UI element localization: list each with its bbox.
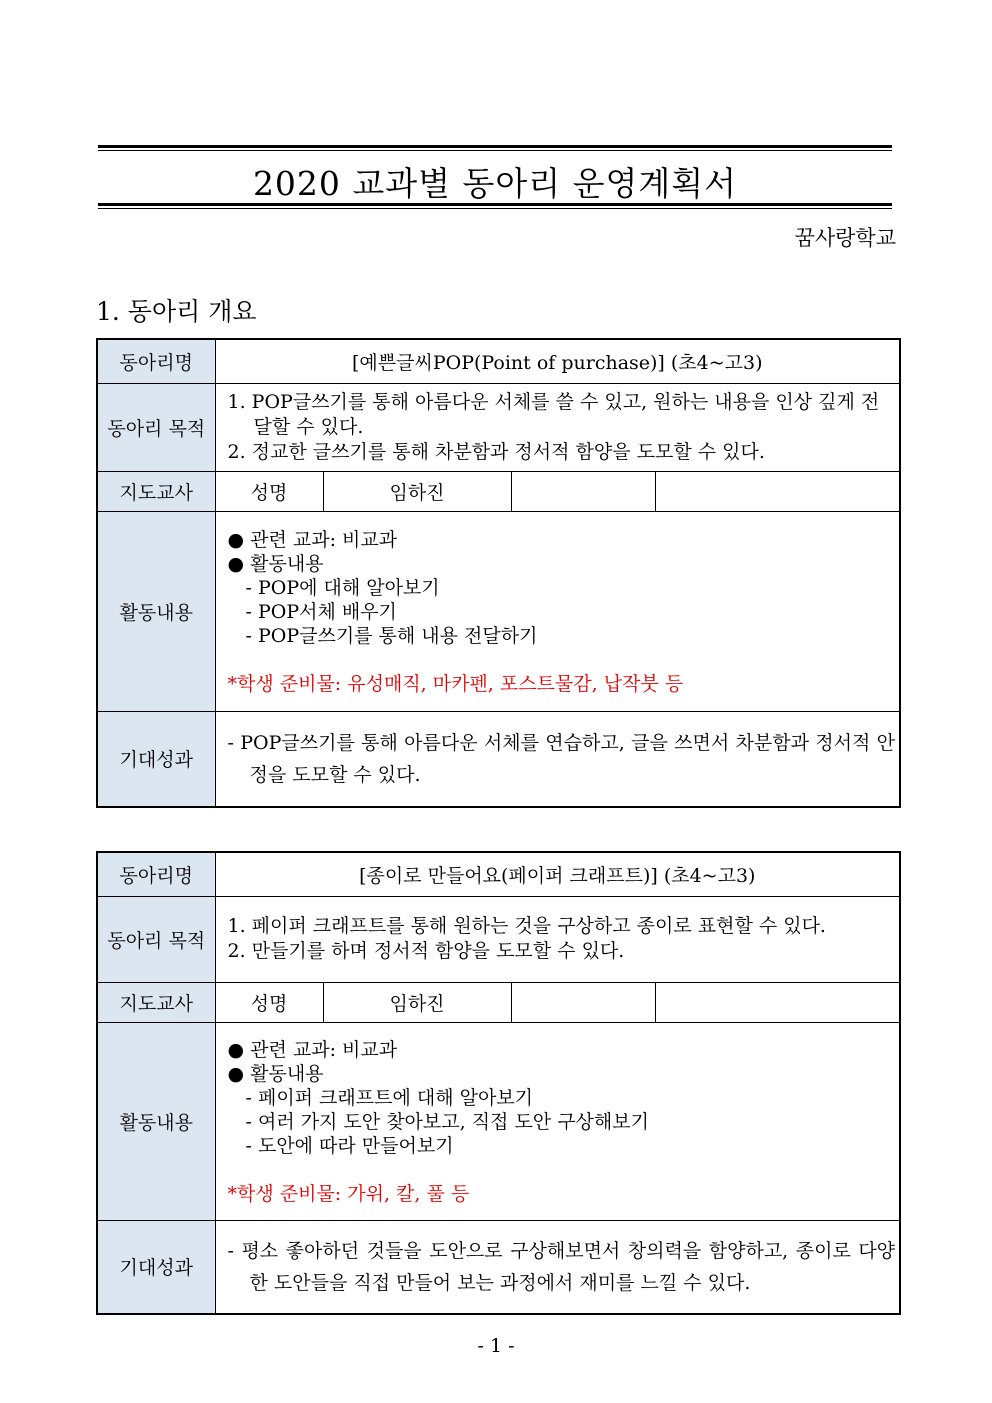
teacher-name: 임하진 [323, 471, 511, 511]
expected-label: 기대성과 [97, 1220, 215, 1314]
activities-label: 활동내용 [97, 511, 215, 711]
club-goal-cell [215, 896, 900, 982]
activity-item: - POP글쓰기를 통해 내용 전달하기 [245, 625, 538, 647]
title-block [98, 145, 892, 209]
expected-text: - POP글쓰기를 통해 아름다운 서체를 연습하고, 글을 쓰면서 차분함과 정서적 안정을 도모할 수 있다. [227, 731, 896, 786]
activity-item: - 페이퍼 크래프트에 대해 알아보기 [245, 1087, 534, 1109]
activity-item: - 도안에 따라 만들어보기 [245, 1135, 454, 1157]
related-subject: ● 관련 교과: 비교과 [227, 1039, 398, 1061]
expected-cell [215, 1220, 900, 1314]
empty-cell [655, 982, 900, 1022]
activities-cell [215, 511, 900, 711]
activity-item: - POP에 대해 알아보기 [245, 577, 440, 599]
goal-item: 1. POP글쓰기를 통해 아름다운 서체를 쓸 수 있고, 원하는 내용을 인상 깊게 전달할 수 있다. [227, 390, 880, 438]
materials-note: *학생 준비물: 유성매직, 마카펜, 포스트물감, 납작붓 등 [227, 673, 684, 695]
activities-cell [215, 1022, 900, 1220]
goal-item: 2. 만들기를 하며 정서적 함양을 도모할 수 있다. [227, 940, 625, 962]
club-table-1 [96, 338, 901, 808]
activity-heading: ● 활동내용 [227, 553, 324, 575]
club-table-2 [96, 851, 901, 1315]
goal-item: 2. 정교한 글쓰기를 통해 차분함과 정서적 함양을 도모할 수 있다. [227, 440, 765, 463]
teacher-label: 지도교사 [97, 982, 215, 1022]
goal-item: 1. 페이퍼 크래프트를 통해 원하는 것을 구상하고 종이로 표현할 수 있다. [227, 915, 826, 937]
empty-cell [655, 471, 900, 511]
teacher-name-label: 성명 [215, 982, 323, 1022]
title-rule-bottom [98, 203, 892, 209]
club-name: [종이로 만들어요(페이퍼 크래프트)] (초4~고3) [215, 852, 900, 896]
title-rule-top [98, 145, 892, 151]
club-name-label: 동아리명 [97, 339, 215, 383]
empty-cell [511, 982, 655, 1022]
related-subject: ● 관련 교과: 비교과 [227, 529, 398, 551]
expected-label: 기대성과 [97, 711, 215, 807]
school-name: 꿈사랑학교 [794, 226, 896, 250]
activities-label: 활동내용 [97, 1022, 215, 1220]
club-goal-cell [215, 383, 900, 471]
club-goal-label: 동아리 목적 [97, 896, 215, 982]
empty-cell [511, 471, 655, 511]
activity-heading: ● 활동내용 [227, 1063, 324, 1085]
club-name-label: 동아리명 [97, 852, 215, 896]
document-title: 2020 교과별 동아리 운영계획서 [252, 164, 738, 203]
club-name: [예쁜글씨POP(Point of purchase)] (초4~고3) [215, 339, 900, 383]
club-goal-label: 동아리 목적 [97, 383, 215, 471]
page-number: - 1 - [477, 1335, 515, 1357]
teacher-name-label: 성명 [215, 471, 323, 511]
materials-note: *학생 준비물: 가위, 칼, 풀 등 [227, 1183, 470, 1205]
expected-text: - 평소 좋아하던 것들을 도안으로 구상해보면서 창의력을 함양하고, 종이로 다양한 도안들을 직접 만들어 보는 과정에서 재미를 느낄 수 있다. [227, 1239, 896, 1294]
activity-item: - POP서체 배우기 [245, 601, 397, 623]
teacher-label: 지도교사 [97, 471, 215, 511]
section-heading: 1. 동아리 개요 [96, 297, 257, 326]
teacher-name: 임하진 [323, 982, 511, 1022]
expected-cell [215, 711, 900, 807]
activity-item: - 여러 가지 도안 찾아보고, 직접 도안 구상해보기 [245, 1111, 649, 1133]
